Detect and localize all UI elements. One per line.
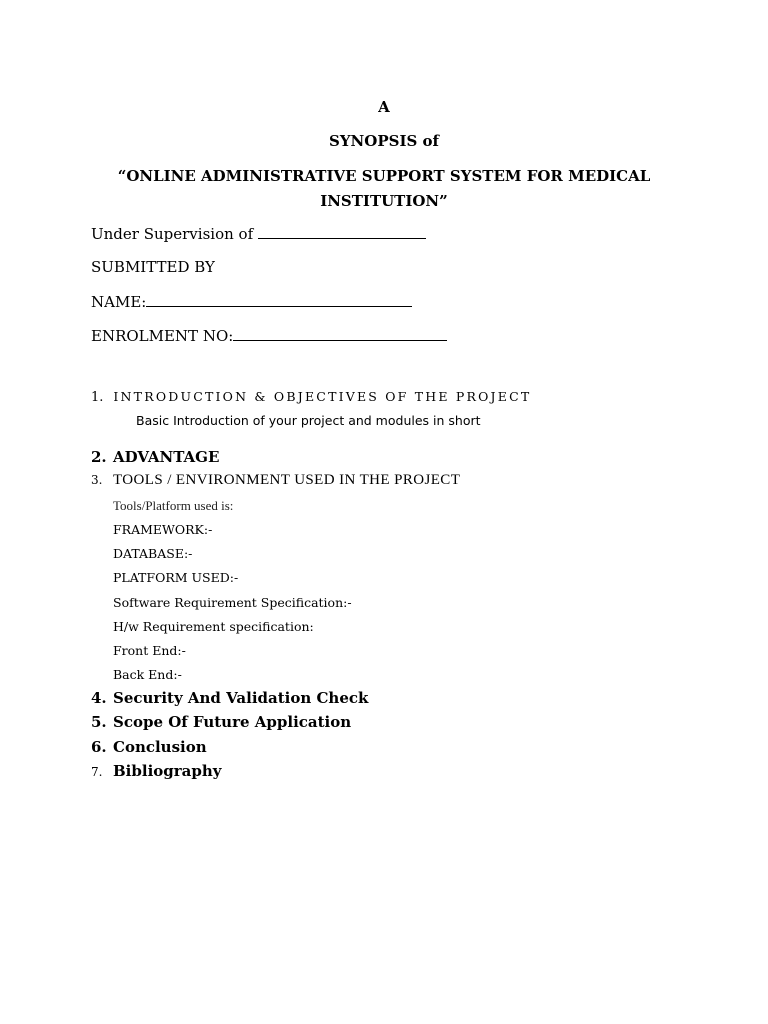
tools-back-end: Back End:- — [113, 667, 182, 682]
submitted-by-label: SUBMITTED BY — [91, 258, 215, 276]
section-4-number: 4. — [91, 689, 107, 707]
name-blank-line[interactable] — [146, 292, 412, 307]
tools-hw-requirement: H/w Requirement specification: — [113, 619, 314, 634]
name-label: NAME: — [91, 293, 147, 311]
section-6-heading — [91, 738, 207, 756]
section-4-title: Security And Validation Check — [113, 689, 369, 707]
tools-framework: FRAMEWORK:- — [113, 522, 213, 537]
section-6-title: Conclusion — [113, 738, 207, 756]
section-1-title: INTRODUCTION & OBJECTIVES OF THE PROJECT — [113, 389, 532, 404]
enrolment-blank-line[interactable] — [233, 326, 447, 341]
project-title-line-1: “ONLINE ADMINISTRATIVE SUPPORT SYSTEM FOR MEDICAL — [117, 167, 651, 185]
tools-front-end: Front End:- — [113, 643, 186, 658]
section-1-heading — [91, 389, 531, 405]
section-3-title: TOOLS / ENVIRONMENT USED IN THE PROJECT — [113, 472, 461, 488]
supervision-blank-line[interactable] — [258, 224, 426, 239]
section-3-heading — [91, 472, 460, 489]
synopsis-heading: SYNOPSIS of — [329, 132, 439, 150]
tools-platform: PLATFORM USED:- — [113, 570, 239, 585]
section-2-heading — [91, 448, 219, 466]
enrolment-label: ENROLMENT NO: — [91, 327, 234, 345]
section-7-heading — [91, 762, 222, 780]
tools-intro: Tools/Platform used is: — [113, 498, 234, 513]
supervision-field — [91, 224, 426, 243]
tools-database: DATABASE:- — [113, 546, 193, 561]
section-3-number: 3. — [91, 473, 103, 487]
section-5-title: Scope Of Future Application — [113, 713, 352, 731]
section-4-heading — [91, 689, 368, 707]
name-field — [91, 292, 412, 311]
section-5-number: 5. — [91, 713, 107, 731]
section-2-title: ADVANTAGE — [113, 448, 220, 466]
section-6-number: 6. — [91, 738, 107, 756]
tools-srs: Software Requirement Specification:- — [113, 595, 352, 610]
section-7-title: Bibliography — [113, 762, 222, 780]
section-7-number: 7. — [91, 765, 103, 779]
title-letter: A — [378, 98, 390, 116]
supervision-label: Under Supervision of — [91, 225, 254, 243]
enrolment-field — [91, 326, 447, 345]
section-1-number: 1. — [91, 390, 104, 405]
project-title-line-2: INSTITUTION” — [320, 192, 448, 210]
section-2-number: 2. — [91, 448, 107, 466]
section-1-description: Basic Introduction of your project and modules in short — [136, 413, 481, 428]
section-5-heading — [91, 713, 351, 731]
